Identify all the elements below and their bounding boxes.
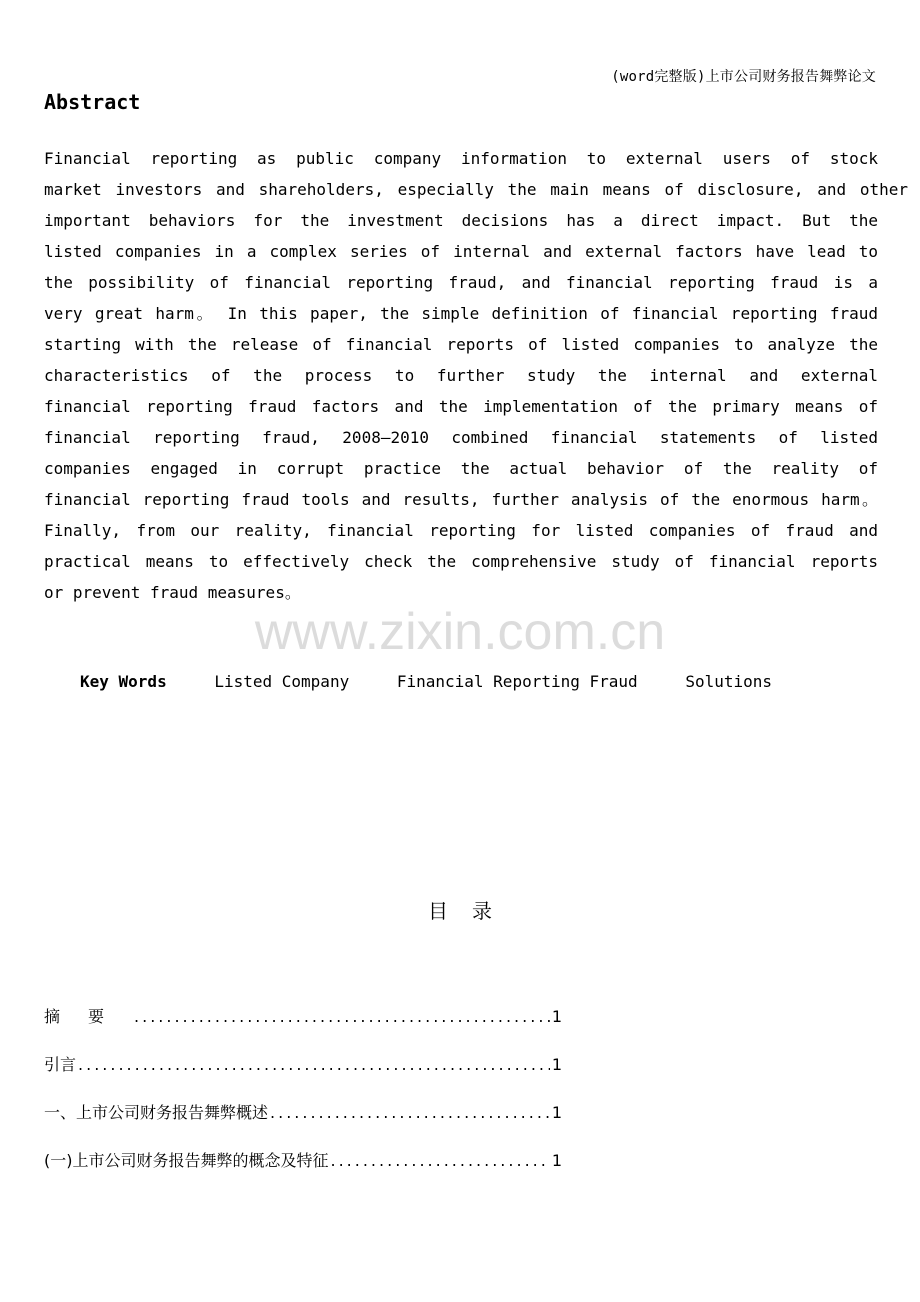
toc-leader-dots: [270, 1103, 550, 1122]
abstract-line: financial reporting fraud tools and results, further analysis of the enormous harm。: [44, 490, 879, 509]
toc-entry-label: (一)上市公司财务报告舞弊的概念及特征: [44, 1151, 329, 1170]
toc-entry-label: 一、上市公司财务报告舞弊概述: [44, 1103, 269, 1122]
toc-entry-introduction[interactable]: [44, 1052, 562, 1100]
abstract-line: Finally, from our reality, financial reporting for listed companies of fraud and: [44, 521, 878, 540]
abstract-line: financial reporting fraud, 2008—2010 combined financial statements of listed: [44, 428, 878, 447]
toc-page-number: 1: [551, 1103, 562, 1122]
abstract-line: the possibility of financial reporting fraud, and financial reporting fraud is a: [44, 273, 878, 292]
keywords-line: [80, 672, 810, 691]
keyword: Financial Reporting Fraud: [396, 672, 638, 691]
abstract-heading: Abstract: [44, 90, 141, 114]
keyword: Solutions: [685, 672, 773, 691]
toc-page-number: 1: [551, 1151, 562, 1170]
toc-entry-section-1[interactable]: [44, 1100, 562, 1148]
toc-page-number: 1: [551, 1055, 562, 1074]
abstract-line: financial reporting fraud factors and the implementation of the primary means of: [44, 397, 878, 416]
toc-entry-section-1-1[interactable]: [44, 1148, 562, 1196]
abstract-line: market investors and shareholders, especially the main means of disclosure, and other: [44, 180, 908, 199]
abstract-body: [44, 143, 908, 608]
toc-page-number: 1: [551, 1007, 562, 1026]
abstract-line: very great harm。 In this paper, the simple definition of financial reporting fraud: [44, 304, 878, 323]
toc-entry-label: 引言: [44, 1055, 77, 1074]
abstract-line: starting with the release of financial reports of listed companies to analyze the: [44, 335, 878, 354]
toc-entry-label: 摘要: [44, 1007, 133, 1026]
abstract-line: Financial reporting as public company information to external users of stock: [44, 149, 878, 168]
watermark: www.zixin.com.cn: [254, 603, 666, 661]
keywords-label: Key Words: [80, 672, 167, 691]
abstract-line: practical means to effectively check the comprehensive study of financial reports: [44, 552, 878, 571]
toc-heading: 目录: [428, 899, 516, 923]
abstract-line: companies engaged in corrupt practice the actual behavior of the reality of: [44, 459, 878, 478]
abstract-line: or prevent fraud measures。: [44, 583, 301, 602]
running-header: (word完整版)上市公司财务报告舞弊论文: [611, 69, 876, 85]
toc-leader-dots: [78, 1055, 550, 1074]
abstract-line: important behaviors for the investment decisions has a direct impact. But the: [44, 211, 878, 230]
abstract-line: characteristics of the process to further study the internal and external: [44, 366, 878, 385]
toc-entry-abstract[interactable]: [44, 1004, 562, 1052]
table-of-contents: [44, 1004, 562, 1196]
keyword: Listed Company: [214, 672, 350, 691]
toc-leader-dots: [331, 1151, 550, 1170]
abstract-line: listed companies in a complex series of internal and external factors have lead to: [44, 242, 878, 261]
toc-leader-dots: [134, 1007, 550, 1026]
